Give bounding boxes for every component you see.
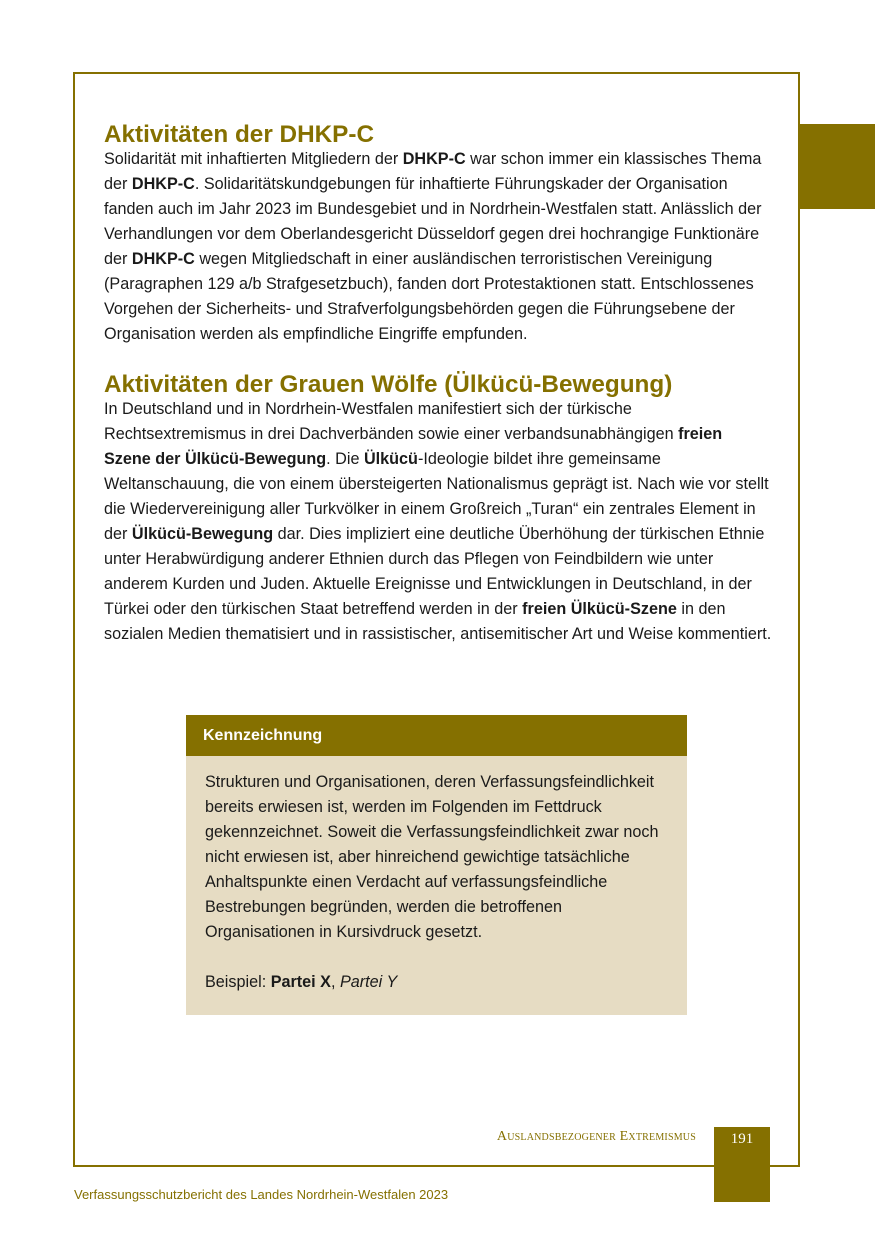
- text-run: in den sozialen Medien thematisiert und in rassistischer, antisemitischer Art und Weise kommentiert.: [104, 600, 772, 643]
- text-run: war schon immer ein klassisches Thema der: [104, 150, 762, 193]
- bold-term: freien Ülkücü-Szene: [522, 600, 677, 618]
- example-bold: Partei X: [270, 973, 331, 991]
- kennzeichnung-example: [205, 970, 669, 995]
- bold-term: freien Szene der Ülkücü-Bewegung: [104, 425, 723, 468]
- bold-term: Ülkücü-Bewegung: [131, 525, 274, 543]
- example-label: Beispiel:: [205, 973, 271, 991]
- text-run: -Ideologie bildet ihre gemeinsame Weltanschauung, die von einem übersteigerten Nationalismus geprägt ist. Nach wie vor stellt die Wiedervereinigung aller Turkvölker in einem Großreich „Turan“ ein zentrales Element in der: [104, 450, 769, 543]
- bold-term: DHKP-C: [131, 250, 195, 268]
- example-italic: Partei Y: [339, 973, 398, 991]
- main-content: [104, 122, 772, 647]
- page-number: 191: [730, 1131, 754, 1147]
- chapter-tab: [798, 124, 875, 209]
- text-run: dar. Dies impliziert eine deutliche Überhöhung der türkischen Ethnie unter Herabwürdigung anderer Ethnien durch das Pflegen von Feindbildern wie unter anderem Kurden und Juden. Aktuelle Ereignisse und Entwicklungen in Deutschland, in der Türkei oder den türkischen Staat betreffend werden in der: [104, 525, 765, 618]
- section-heading-dhkp-c: Aktivitäten der DHKP-C: [104, 121, 375, 148]
- section-paragraph-dhkp-c: [104, 147, 772, 347]
- footer-section-title: Auslandsbezogener Extremismus: [496, 1129, 696, 1144]
- text-run: . Die: [326, 450, 364, 468]
- bold-term: DHKP-C: [131, 175, 195, 193]
- kennzeichnung-body: [186, 756, 687, 995]
- text-run: In Deutschland und in Nordrhein-Westfalen manifestiert sich der türkische Rechtsextremismus in drei Dachverbänden sowie einer verbandsunabhängigen: [104, 400, 679, 443]
- example-separator: ,: [330, 973, 340, 991]
- text-run: wegen Mitgliedschaft in einer ausländischen terroristischen Vereinigung (Paragraphen 129 a/b Strafgesetzbuch), fanden dort Protestaktionen statt. Entschlossenes Vorgehen der Sicherheits- und Strafverfolgungsbehörden gegen die Führungsebene der Organisation werden als empfindliche Eingriffe empfunden.: [104, 250, 754, 343]
- kennzeichnung-title: Kennzeichnung: [186, 715, 687, 756]
- text-run: . Solidaritätskundgebungen für inhaftierte Führungskader der Organisation fanden auch im Jahr 2023 im Bundesgebiet und in Nordrhein-Westfalen statt. Anlässlich der Verhandlungen vor dem Oberlandesgericht Düsseldorf gegen drei hochrangige Funktionäre der: [104, 175, 762, 268]
- footer-publication: Verfassungsschutzbericht des Landes Nordrhein-Westfalen 2023: [74, 1187, 449, 1202]
- kennzeichnung-text: Strukturen und Organisationen, deren Verfassungsfeindlichkeit bereits erwiesen ist, werden im Folgenden im Fettdruck gekennzeichnet. Soweit die Verfassungsfeindlichkeit zwar noch nicht erwiesen ist, aber hinreichend gewichtige tatsächliche Anhaltspunkte einen Verdacht auf verfassungsfeindliche Bestrebungen begründen, werden die betroffenen Organisationen in Kursivdruck gesetzt.: [205, 773, 659, 941]
- bold-term: Ülkücü: [363, 450, 418, 468]
- section-paragraph-graue-woelfe: [104, 397, 772, 647]
- section-heading-graue-woelfe: Aktivitäten der Grauen Wölfe (Ülkücü-Bewegung): [104, 371, 673, 398]
- kennzeichnung-box: [186, 715, 687, 1015]
- text-run: Solidarität mit inhaftierten Mitgliedern der: [104, 150, 403, 168]
- bold-term: DHKP-C: [402, 150, 466, 168]
